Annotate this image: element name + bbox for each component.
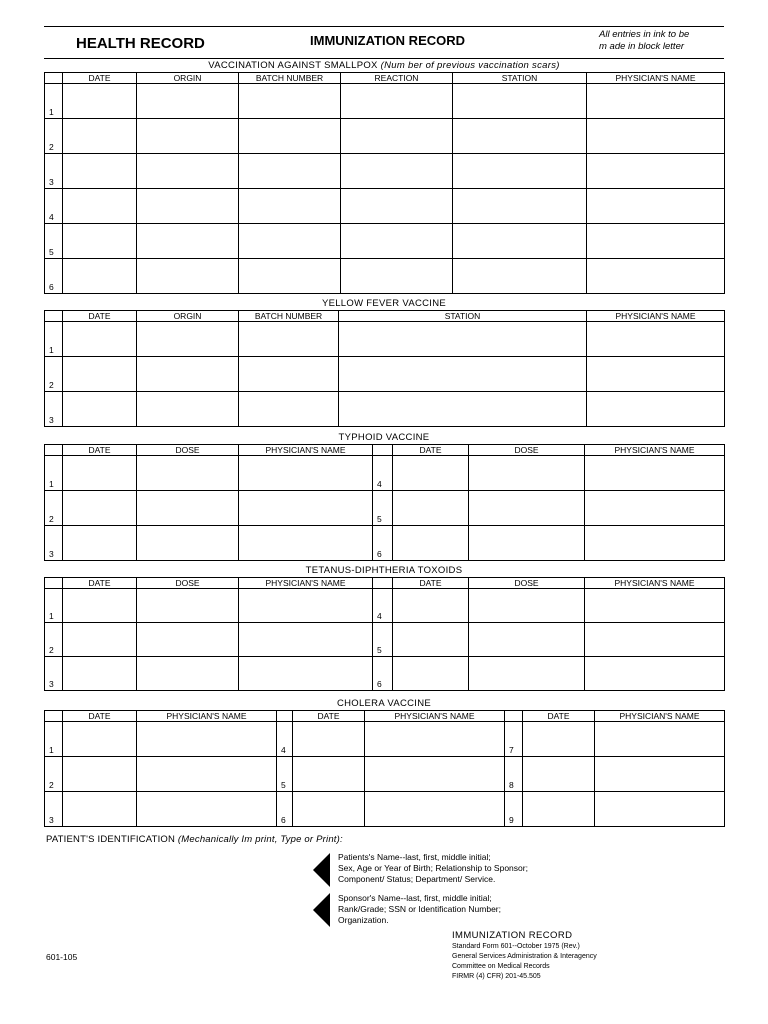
entry-cell[interactable] <box>341 119 453 154</box>
entry-cell[interactable] <box>587 224 725 259</box>
row-number: 2 <box>45 119 63 154</box>
entry-cell[interactable] <box>393 623 469 657</box>
column-header: PHYSICIAN'S NAME <box>587 311 725 322</box>
entry-cell[interactable] <box>63 757 137 792</box>
health-record-title: HEALTH RECORD <box>76 35 205 52</box>
table-header-row <box>45 711 725 722</box>
form-footer <box>452 930 652 982</box>
entry-cell[interactable] <box>523 757 595 792</box>
entry-cell[interactable] <box>453 259 587 294</box>
table-row <box>45 623 725 657</box>
table-row <box>45 189 725 224</box>
entry-cell[interactable] <box>469 657 585 691</box>
entry-cell[interactable] <box>63 154 137 189</box>
entry-cell[interactable] <box>63 589 137 623</box>
table-row <box>45 322 725 357</box>
footer-line: General Services Administration & Interagency <box>452 953 597 960</box>
yellow-fever-section <box>44 298 724 427</box>
entry-cell[interactable] <box>453 84 587 119</box>
entry-cell[interactable] <box>239 322 339 357</box>
entry-cell[interactable] <box>137 657 239 691</box>
entry-cell[interactable] <box>587 154 725 189</box>
smallpox-table <box>44 72 725 294</box>
row-number: 8 <box>505 757 523 792</box>
entry-cell[interactable] <box>595 792 725 827</box>
entry-cell[interactable] <box>63 526 137 561</box>
row-number: 3 <box>45 792 63 827</box>
entries-note <box>599 29 723 53</box>
entry-cell[interactable] <box>239 392 339 427</box>
smallpox-title-note: (Num ber of previous vaccination scars) <box>380 60 560 71</box>
entry-cell[interactable] <box>469 623 585 657</box>
column-header: DATE <box>293 711 365 722</box>
row-number: 5 <box>277 757 293 792</box>
entry-cell[interactable] <box>587 189 725 224</box>
entry-cell[interactable] <box>293 792 365 827</box>
entry-cell[interactable] <box>63 491 137 526</box>
entry-cell[interactable] <box>453 224 587 259</box>
row-number-header <box>45 445 63 456</box>
entry-cell[interactable] <box>393 657 469 691</box>
row-number: 6 <box>373 526 393 561</box>
entry-cell[interactable] <box>239 154 341 189</box>
entry-cell[interactable] <box>63 722 137 757</box>
entry-cell[interactable] <box>137 589 239 623</box>
entry-cell[interactable] <box>587 322 725 357</box>
entry-cell[interactable] <box>63 84 137 119</box>
entry-cell[interactable] <box>585 657 725 691</box>
row-number-header <box>373 445 393 456</box>
entry-cell[interactable] <box>585 456 725 491</box>
entry-cell[interactable] <box>137 757 277 792</box>
entry-cell[interactable] <box>137 392 239 427</box>
entry-cell[interactable] <box>587 357 725 392</box>
entry-cell[interactable] <box>341 189 453 224</box>
entry-cell[interactable] <box>63 224 137 259</box>
row-number: 2 <box>45 491 63 526</box>
row-number-header <box>45 578 63 589</box>
row-number: 5 <box>373 623 393 657</box>
row-number: 3 <box>45 392 63 427</box>
entry-cell[interactable] <box>239 259 341 294</box>
patient-identification-note: (Mechanically Im print, Type or Print): <box>177 834 343 845</box>
entry-cell[interactable] <box>595 757 725 792</box>
column-header: PHYSICIAN'S NAME <box>239 445 373 456</box>
entry-cell[interactable] <box>63 322 137 357</box>
entry-cell[interactable] <box>339 357 587 392</box>
entry-cell[interactable] <box>137 491 239 526</box>
patient-pointer-icon <box>313 853 330 887</box>
cholera-section <box>44 698 724 827</box>
row-number: 1 <box>45 84 63 119</box>
entry-cell[interactable] <box>63 259 137 294</box>
entry-cell[interactable] <box>239 657 373 691</box>
entry-cell[interactable] <box>239 491 373 526</box>
table-header-row <box>45 578 725 589</box>
patient-info-line: Component/ Status; Department/ Service. <box>338 874 496 884</box>
entry-cell[interactable] <box>137 119 239 154</box>
entry-cell[interactable] <box>469 456 585 491</box>
row-number: 3 <box>45 657 63 691</box>
table-row <box>45 757 725 792</box>
entry-cell[interactable] <box>341 259 453 294</box>
row-number: 4 <box>277 722 293 757</box>
footer-line: FIRMR (4) CFR) 201-45.505 <box>452 973 541 980</box>
row-number: 2 <box>45 623 63 657</box>
column-header: PHYSICIAN'S NAME <box>585 445 725 456</box>
entry-cell[interactable] <box>137 526 239 561</box>
patient-identification-label: PATIENT'S IDENTIFICATION (Mechanically Im print, Type or Print): <box>46 834 343 845</box>
entry-cell[interactable] <box>585 623 725 657</box>
row-number: 7 <box>505 722 523 757</box>
row-number: 2 <box>45 757 63 792</box>
patient-info-text <box>338 852 568 885</box>
entry-cell[interactable] <box>585 491 725 526</box>
column-header: DOSE <box>469 445 585 456</box>
entry-cell[interactable] <box>469 589 585 623</box>
entry-cell[interactable] <box>365 722 505 757</box>
entry-cell[interactable] <box>137 259 239 294</box>
sponsor-info-text <box>338 893 568 926</box>
footer-title: IMMUNIZATION RECORD <box>452 930 573 941</box>
entry-cell[interactable] <box>137 84 239 119</box>
entry-cell[interactable] <box>585 526 725 561</box>
entry-cell[interactable] <box>523 722 595 757</box>
row-number-header <box>45 311 63 322</box>
table-row <box>45 722 725 757</box>
row-number: 1 <box>45 456 63 491</box>
row-number: 6 <box>373 657 393 691</box>
table-row <box>45 84 725 119</box>
entry-cell[interactable] <box>63 189 137 224</box>
table-row <box>45 154 725 189</box>
row-number: 5 <box>45 224 63 259</box>
table-row <box>45 792 725 827</box>
entry-cell[interactable] <box>453 119 587 154</box>
entry-cell[interactable] <box>239 189 341 224</box>
row-number-header <box>373 578 393 589</box>
row-number-header <box>45 711 63 722</box>
table-row <box>45 357 725 392</box>
column-header: PHYSICIAN'S NAME <box>137 711 277 722</box>
column-header: STATION <box>339 311 587 322</box>
column-header: PHYSICIAN'S NAME <box>587 73 725 84</box>
entry-cell[interactable] <box>523 792 595 827</box>
entry-cell[interactable] <box>239 589 373 623</box>
table-row <box>45 589 725 623</box>
row-number: 1 <box>45 322 63 357</box>
entry-cell[interactable] <box>393 456 469 491</box>
entry-cell[interactable] <box>137 456 239 491</box>
entry-cell[interactable] <box>365 757 505 792</box>
entry-cell[interactable] <box>341 154 453 189</box>
entry-cell[interactable] <box>239 526 373 561</box>
entry-cell[interactable] <box>393 491 469 526</box>
header-top-rule <box>44 26 724 27</box>
row-number: 1 <box>45 589 63 623</box>
patient-info-line: Sex, Age or Year of Birth; Relationship to Sponsor; <box>338 863 528 873</box>
entry-cell[interactable] <box>239 623 373 657</box>
entry-cell[interactable] <box>239 224 341 259</box>
row-number: 4 <box>373 589 393 623</box>
sponsor-info-line: Organization. <box>338 915 389 925</box>
column-header: DOSE <box>469 578 585 589</box>
typhoid-section <box>44 432 724 561</box>
column-header: DATE <box>63 311 137 322</box>
typhoid-table <box>44 444 725 561</box>
table-row <box>45 657 725 691</box>
column-header: DATE <box>63 73 137 84</box>
entry-cell[interactable] <box>63 357 137 392</box>
column-header: PHYSICIAN'S NAME <box>585 578 725 589</box>
row-number: 3 <box>45 154 63 189</box>
row-number: 9 <box>505 792 523 827</box>
row-number: 4 <box>45 189 63 224</box>
row-number-header <box>45 73 63 84</box>
column-header: DATE <box>63 711 137 722</box>
entry-cell[interactable] <box>393 526 469 561</box>
entry-cell[interactable] <box>63 657 137 691</box>
row-number: 1 <box>45 722 63 757</box>
entry-cell[interactable] <box>239 456 373 491</box>
entry-cell[interactable] <box>339 392 587 427</box>
column-header: ORGIN <box>137 311 239 322</box>
table-row <box>45 526 725 561</box>
entry-cell[interactable] <box>239 84 341 119</box>
column-header: DOSE <box>137 578 239 589</box>
row-number-header <box>277 711 293 722</box>
entry-cell[interactable] <box>137 722 277 757</box>
tetanus-section <box>44 565 724 691</box>
sponsor-info-line: Rank/Grade; SSN or Identification Number; <box>338 904 501 914</box>
entry-cell[interactable] <box>587 84 725 119</box>
entry-cell[interactable] <box>469 491 585 526</box>
entry-cell[interactable] <box>137 224 239 259</box>
table-header-row <box>45 445 725 456</box>
column-header: REACTION <box>341 73 453 84</box>
entries-note-line2: m ade in block letter <box>599 41 685 52</box>
entry-cell[interactable] <box>63 792 137 827</box>
column-header: DATE <box>393 445 469 456</box>
table-row <box>45 224 725 259</box>
entry-cell[interactable] <box>587 259 725 294</box>
smallpox-section <box>44 60 724 294</box>
entry-cell[interactable] <box>365 792 505 827</box>
entry-cell[interactable] <box>63 456 137 491</box>
form-number: 601-105 <box>46 952 78 962</box>
header-bottom-rule <box>44 58 724 59</box>
entry-cell[interactable] <box>293 722 365 757</box>
column-header: BATCH NUMBER <box>239 73 341 84</box>
sponsor-info-line: Sponsor's Name--last, first, middle initial; <box>338 893 492 903</box>
footer-line: Committee on Medical Records <box>452 963 550 970</box>
entry-cell[interactable] <box>453 154 587 189</box>
cholera-title: CHOLERA VACCINE <box>336 698 432 709</box>
row-number: 6 <box>45 259 63 294</box>
table-row <box>45 392 725 427</box>
column-header: ORGIN <box>137 73 239 84</box>
cholera-table <box>44 710 725 827</box>
yellow-fever-table <box>44 310 725 427</box>
table-header-row <box>45 311 725 322</box>
entry-cell[interactable] <box>239 357 339 392</box>
row-number: 4 <box>373 456 393 491</box>
entry-cell[interactable] <box>393 589 469 623</box>
column-header: PHYSICIAN'S NAME <box>239 578 373 589</box>
column-header: DATE <box>63 578 137 589</box>
row-number: 2 <box>45 357 63 392</box>
immunization-record-title: IMMUNIZATION RECORD <box>310 33 466 48</box>
row-number: 5 <box>373 491 393 526</box>
entry-cell[interactable] <box>341 84 453 119</box>
row-number-header <box>505 711 523 722</box>
table-row <box>45 259 725 294</box>
column-header: DATE <box>393 578 469 589</box>
row-number: 3 <box>45 526 63 561</box>
entry-cell[interactable] <box>137 154 239 189</box>
entry-cell[interactable] <box>63 392 137 427</box>
entry-cell[interactable] <box>137 792 277 827</box>
entry-cell[interactable] <box>453 189 587 224</box>
smallpox-title: VACCINATION AGAINST SMALLPOX (Num ber of previous vaccination scars) <box>208 60 560 71</box>
entry-cell[interactable] <box>63 119 137 154</box>
entry-cell[interactable] <box>587 392 725 427</box>
typhoid-title: TYPHOID VACCINE <box>338 432 430 443</box>
column-header: PHYSICIAN'S NAME <box>595 711 725 722</box>
yellow-fever-title: YELLOW FEVER VACCINE <box>321 298 447 309</box>
column-header: DATE <box>523 711 595 722</box>
entry-cell[interactable] <box>137 623 239 657</box>
entry-cell[interactable] <box>293 757 365 792</box>
entry-cell[interactable] <box>585 589 725 623</box>
table-header-row <box>45 73 725 84</box>
column-header: PHYSICIAN'S NAME <box>365 711 505 722</box>
tetanus-title: TETANUS-DIPHTHERIA TOXOIDS <box>305 565 463 576</box>
footer-line: Standard Form 601--October 1975 (Rev.) <box>452 943 580 950</box>
entry-cell[interactable] <box>341 224 453 259</box>
patient-info-line: Patients's Name--last, first, middle initial; <box>338 852 491 862</box>
column-header: DOSE <box>137 445 239 456</box>
entry-cell[interactable] <box>137 322 239 357</box>
column-header: DATE <box>63 445 137 456</box>
table-row <box>45 119 725 154</box>
table-row <box>45 491 725 526</box>
entry-cell[interactable] <box>339 322 587 357</box>
table-row <box>45 456 725 491</box>
column-header: STATION <box>453 73 587 84</box>
entry-cell[interactable] <box>587 119 725 154</box>
entries-note-line1: All entries in ink to be <box>599 29 690 40</box>
tetanus-table <box>44 577 725 691</box>
column-header: BATCH NUMBER <box>239 311 339 322</box>
sponsor-pointer-icon <box>313 893 330 927</box>
entry-cell[interactable] <box>239 119 341 154</box>
row-number: 6 <box>277 792 293 827</box>
entry-cell[interactable] <box>137 357 239 392</box>
entry-cell[interactable] <box>595 722 725 757</box>
entry-cell[interactable] <box>137 189 239 224</box>
entry-cell[interactable] <box>469 526 585 561</box>
entry-cell[interactable] <box>63 623 137 657</box>
